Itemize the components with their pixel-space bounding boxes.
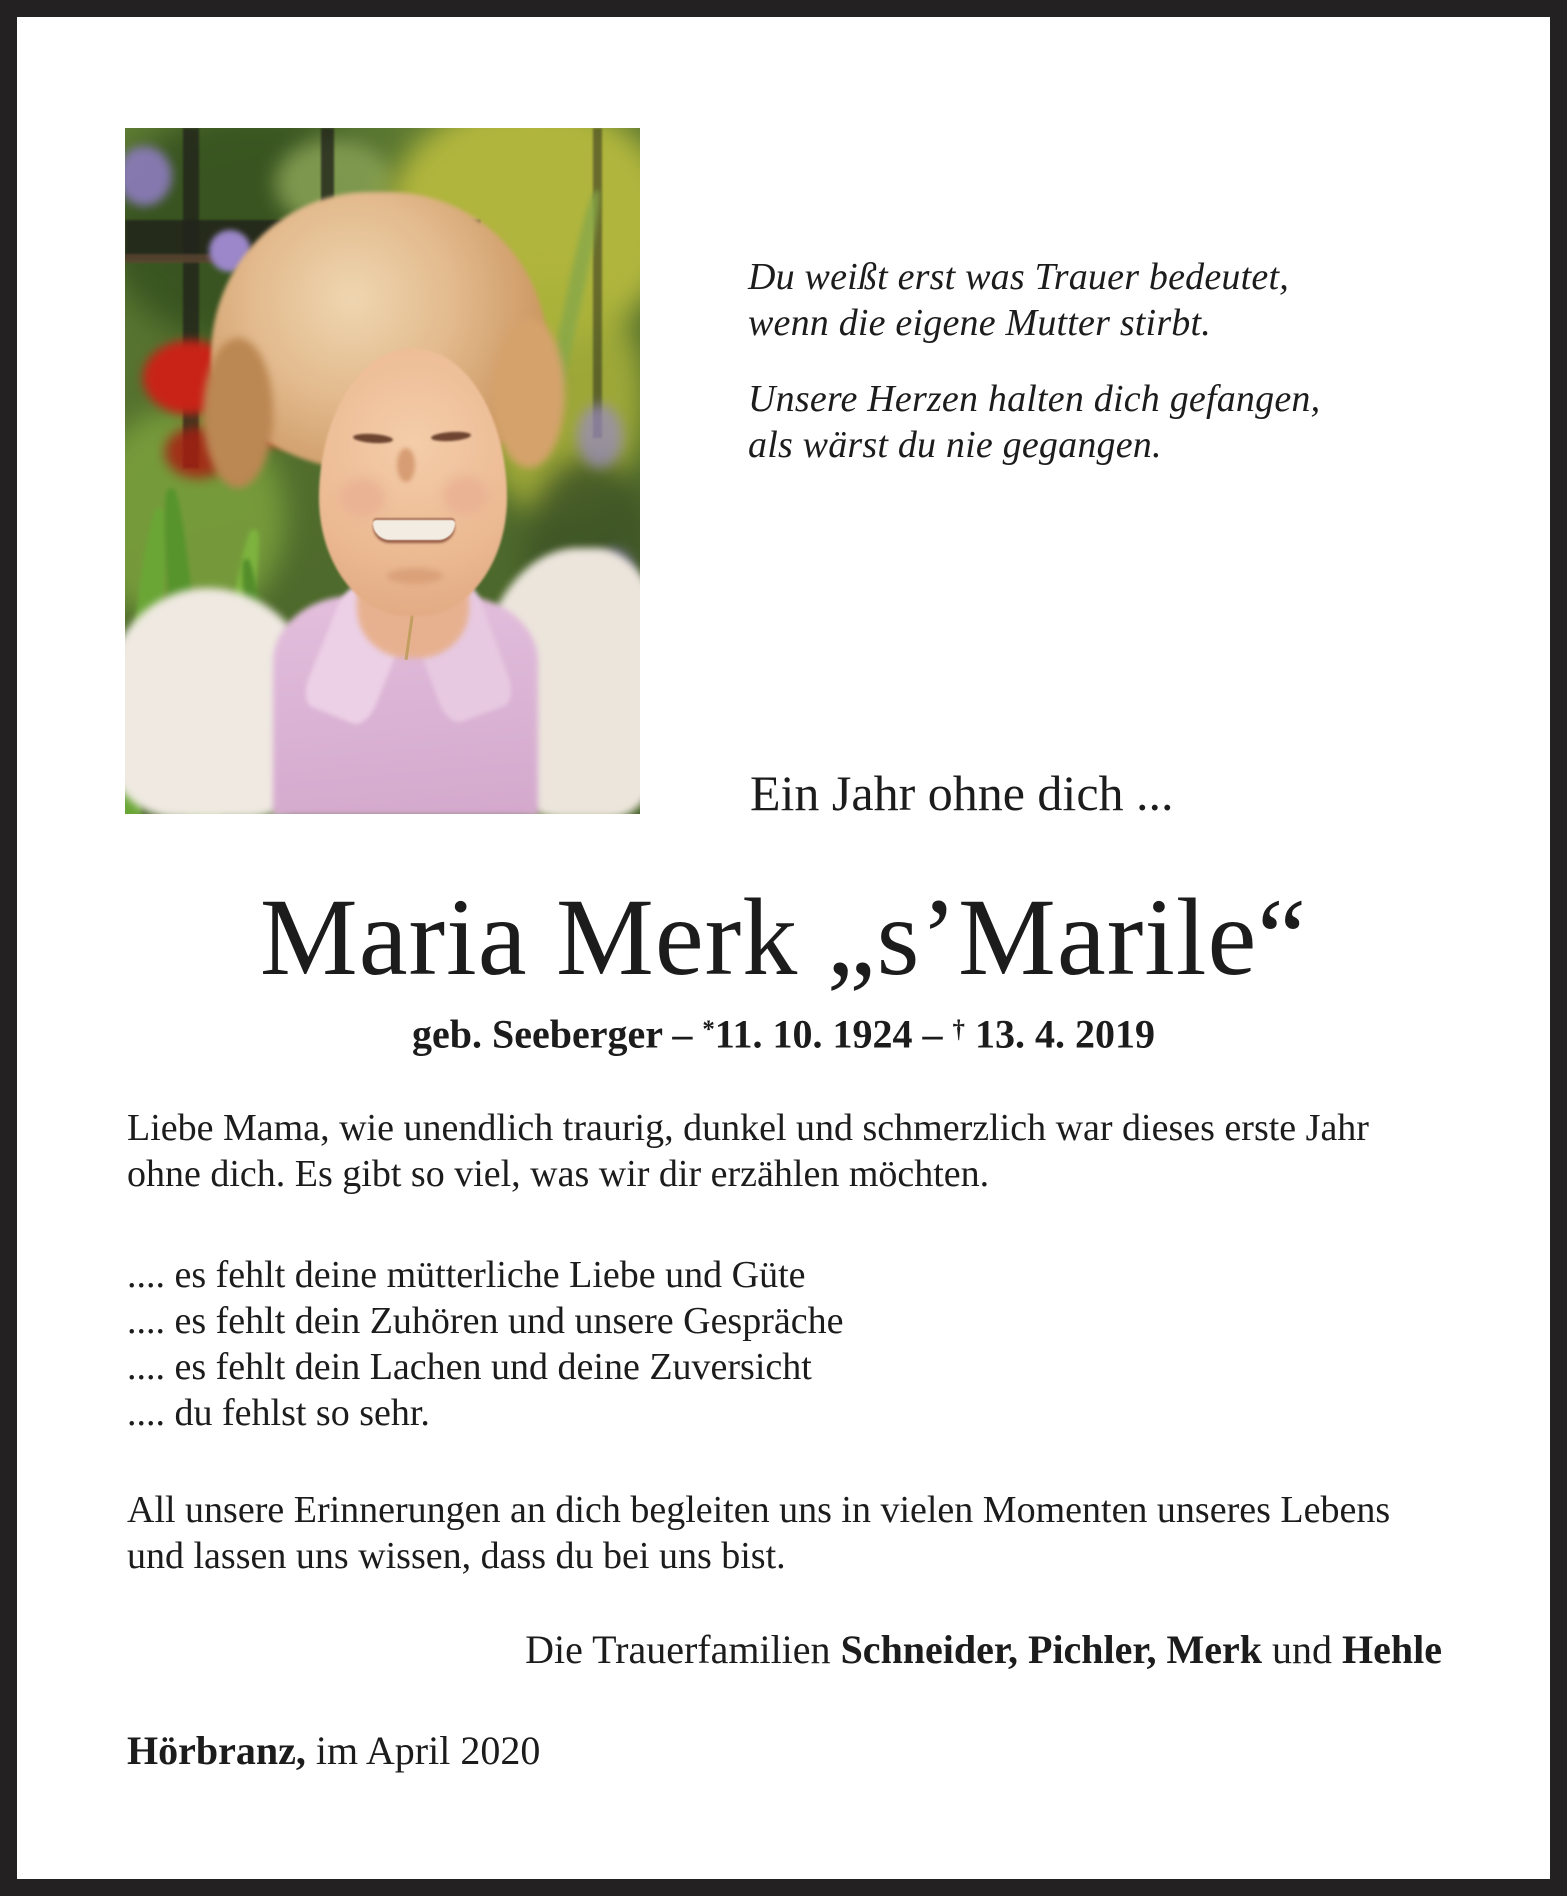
missing-list-item: .... es fehlt deine mütterliche Liebe und Güte: [127, 1254, 806, 1296]
photo-cheek-shape: [443, 476, 489, 516]
place-name: Hörbranz,: [127, 1728, 306, 1773]
poem-line: als wärst du nie gegangen.: [748, 424, 1162, 466]
photo-hair-shape: [493, 318, 565, 468]
body-paragraph-2: All unsere Erinnerungen an dich begleiten uns in vielen Momenten unseres Lebens und lassen uns wissen, dass du bei uns bist.: [127, 1489, 1391, 1577]
photo-cheek-shape: [339, 478, 385, 518]
deceased-name: Maria Merk „s’Marile“: [259, 876, 1308, 998]
dagger-symbol: †: [952, 1016, 965, 1043]
missing-list: [127, 1252, 1447, 1436]
family-names: Schneider, Pichler, Merk: [840, 1627, 1263, 1672]
missing-list-item: .... es fehlt dein Zuhören und unsere Gespräche: [127, 1300, 844, 1342]
anniversary-line: Ein Jahr ohne dich ...: [750, 765, 1174, 821]
family-conjunction: und: [1262, 1627, 1343, 1672]
missing-list-item: .... du fehlst so sehr.: [127, 1392, 430, 1434]
photo-hair-shape: [203, 338, 273, 488]
photo-trellis-shape: [593, 128, 602, 438]
life-dates: [0, 1007, 1567, 1057]
photo-nose-shape: [397, 448, 415, 482]
family-signature: [127, 1627, 1442, 1673]
date-separator: –: [912, 1011, 953, 1057]
maiden-name: geb. Seeberger –: [412, 1011, 703, 1057]
date-text: im April 2020: [305, 1728, 541, 1773]
photo-smile-shape: [373, 520, 455, 540]
poem-line: Unsere Herzen halten dich gefangen,: [748, 378, 1321, 420]
poem-line: wenn die eigene Mutter stirbt.: [748, 302, 1211, 344]
birth-date: 11. 10. 1924: [714, 1011, 913, 1057]
missing-list-item: .... es fehlt dein Lachen und deine Zuversicht: [127, 1346, 812, 1388]
family-name-last: Hehle: [1342, 1627, 1442, 1672]
poem-line: Du weißt erst was Trauer bedeutet,: [748, 256, 1289, 298]
memorial-poem: [748, 254, 1320, 468]
portrait-photo: [125, 128, 640, 814]
body-paragraph-1: Liebe Mama, wie unendlich traurig, dunkel und schmerzlich war dieses erste Jahr ohne dich. Es gibt so viel, was wir dir erzählen möchten.: [127, 1107, 1369, 1195]
photo-chin-shape: [387, 568, 443, 584]
family-signature-prefix: Die Trauerfamilien: [525, 1627, 841, 1672]
place-date-line: [127, 1728, 540, 1774]
birth-star-symbol: *: [702, 1016, 715, 1043]
photo-trellis-shape: [183, 128, 199, 468]
photo-flower-shape: [577, 404, 623, 468]
death-date: 13. 4. 2019: [964, 1011, 1155, 1057]
